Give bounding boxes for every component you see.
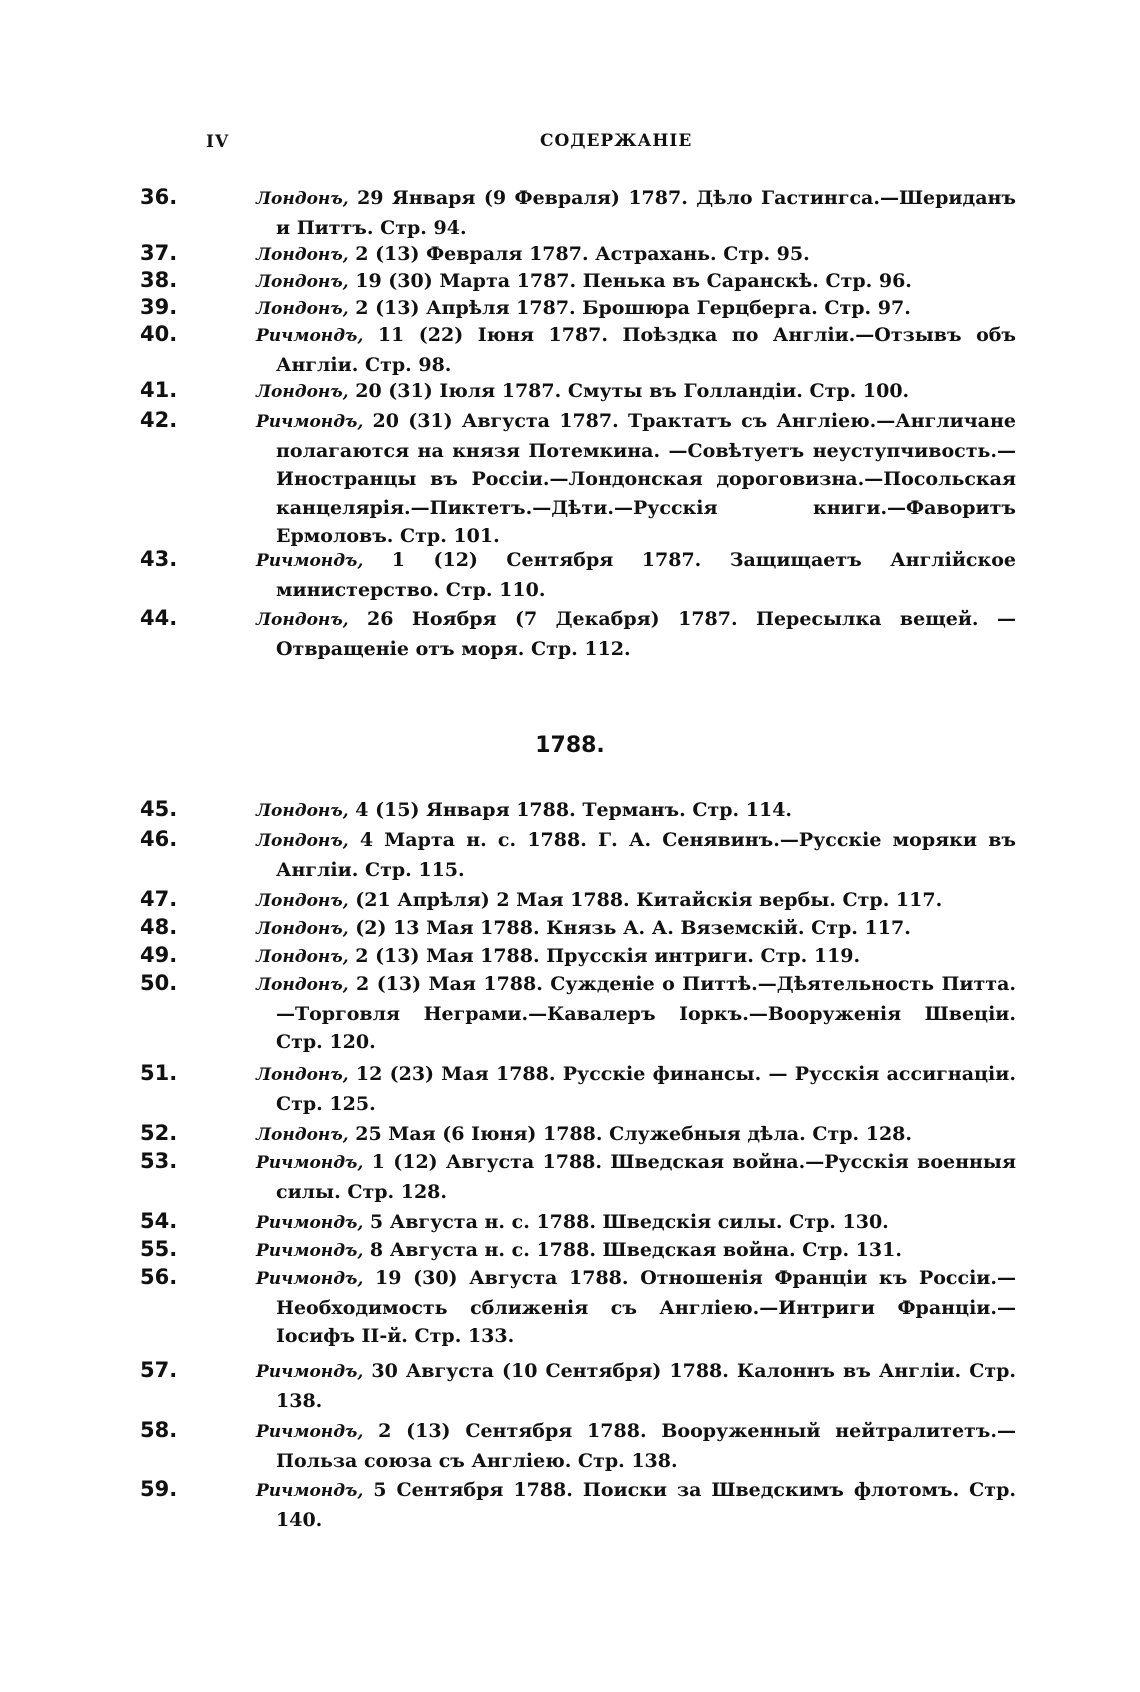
entry-text: 2 (13) Мая 1788. Прусскія интриги. Стр. 119. xyxy=(355,945,861,967)
entry-text: 8 Августа н. с. 1788. Шведская война. Стр. 131. xyxy=(369,1239,902,1261)
entry-text: 1 (12) Августа 1788. Шведская война.—Русскія военныя силы. Стр. 128. xyxy=(276,1151,1016,1203)
entry-number: 42. xyxy=(140,408,178,432)
entry-text: 30 Августа (10 Сентября) 1788. Калоннъ въ Англіи. Стр. 138. xyxy=(276,1360,1016,1412)
running-title: СОДЕРЖАНІЕ xyxy=(540,131,693,151)
entry-place: Лондонъ, xyxy=(256,272,349,292)
entry-text: 12 (23) Мая 1788. Русскіе финансы. — Русскія ассигнаціи. Стр. 125. xyxy=(276,1063,1016,1115)
entry-place: Ричмондъ, xyxy=(256,551,364,571)
entry-place: Лондонъ, xyxy=(256,919,349,939)
entry-place: Лондонъ, xyxy=(256,801,349,821)
entry-text: 5 Августа н. с. 1788. Шведскія силы. Стр. 130. xyxy=(369,1211,889,1233)
list-item xyxy=(140,795,1016,826)
entry-place: Лондонъ, xyxy=(256,245,349,265)
list-item xyxy=(140,1475,1016,1534)
entry-text: 20 (31) Іюля 1787. Смуты въ Голландіи. Стр. 100. xyxy=(355,380,910,402)
entry-number: 43. xyxy=(140,547,178,571)
list-item xyxy=(140,941,1016,972)
entry-number: 48. xyxy=(140,915,178,939)
list-item xyxy=(140,969,1016,1057)
entry-place: Лондонъ, xyxy=(256,831,349,851)
list-item xyxy=(140,1235,1016,1266)
entry-place: Ричмондъ, xyxy=(256,1241,364,1261)
entry-place: Ричмондъ, xyxy=(256,1269,364,1289)
list-item xyxy=(140,1059,1016,1118)
entry-text: 26 Ноября (7 Декабря) 1787. Пересылка вещей. — Отвращеніе отъ моря. Стр. 112. xyxy=(276,608,1016,660)
entry-number: 40. xyxy=(140,322,178,346)
list-item xyxy=(140,239,1016,270)
entry-place: Ричмондъ, xyxy=(256,326,364,346)
entry-number: 37. xyxy=(140,241,178,265)
entry-number: 41. xyxy=(140,378,178,402)
list-item xyxy=(140,183,1016,242)
entry-text: (21 Апрѣля) 2 Мая 1788. Китайскія вербы. Стр. 117. xyxy=(355,889,943,911)
entry-number: 47. xyxy=(140,887,178,911)
entry-text: 20 (31) Августа 1787. Трактатъ съ Англіею.—Англичане полагаются на князя Потемкина. —Совѣтуетъ неуступчивость.— Иностранцы въ Россіи.—Лондонская дороговизна.—Посольская канцелярія.—Пиктетъ.—Дѣти.—Русскія книги.—Фаворитъ Ермоловъ. Стр. 101. xyxy=(276,410,1016,547)
entry-text: 11 (22) Іюня 1787. Поѣздка по Англіи.—Отзывъ объ Англіи. Стр. 98. xyxy=(276,324,1016,376)
entry-text: 2 (13) Мая 1788. Сужденіе о Питтѣ.—Дѣятельность Питта.—Торговля Неграми.—Кавалеръ Іоркъ.—Вооруженія Швеціи. Стр. 120. xyxy=(276,973,1016,1053)
list-item xyxy=(140,1416,1016,1475)
entry-text: (2) 13 Мая 1788. Князь А. А. Вяземскій. Стр. 117. xyxy=(355,917,911,939)
entry-text: 19 (30) Августа 1788. Отношенія Франціи къ Россіи.—Необходимость сближенія съ Англіею.—Интриги Франціи.—Іосифъ II-й. Стр. 133. xyxy=(276,1267,1016,1347)
entry-place: Ричмондъ, xyxy=(256,412,364,432)
entry-number: 51. xyxy=(140,1061,178,1085)
entry-place: Лондонъ, xyxy=(256,975,349,995)
entry-place: Лондонъ, xyxy=(256,299,349,319)
list-item xyxy=(140,825,1016,884)
entry-text: 4 Марта н. с. 1788. Г. А. Сенявинъ.—Русскіе моряки въ Англіи. Стр. 115. xyxy=(276,829,1016,881)
entry-text: 19 (30) Марта 1787. Пенька въ Саранскѣ. Стр. 96. xyxy=(355,270,912,292)
list-item xyxy=(140,885,1016,916)
entry-text: 2 (13) Сентября 1788. Вооруженный нейтралитетъ.—Польза союза съ Англіею. Стр. 138. xyxy=(276,1420,1016,1472)
entry-place: Лондонъ, xyxy=(256,1065,349,1085)
entry-place: Лондонъ, xyxy=(256,1125,349,1145)
entry-number: 38. xyxy=(140,268,178,292)
entry-number: 59. xyxy=(140,1477,178,1501)
list-item xyxy=(140,913,1016,944)
entry-place: Лондонъ, xyxy=(256,610,349,630)
entry-place: Лондонъ, xyxy=(256,189,349,209)
list-item xyxy=(140,1263,1016,1351)
entry-place: Ричмондъ, xyxy=(256,1213,364,1233)
entry-place: Ричмондъ, xyxy=(256,1362,364,1382)
list-item xyxy=(140,545,1016,604)
entry-number: 46. xyxy=(140,827,178,851)
page-number: IV xyxy=(206,132,230,152)
entry-text: 25 Мая (6 Іюня) 1788. Служебныя дѣла. Стр. 128. xyxy=(355,1123,913,1145)
entry-place: Ричмондъ, xyxy=(256,1422,364,1442)
entry-text: 29 Января (9 Февраля) 1787. Дѣло Гастингса.—Шериданъ и Питтъ. Стр. 94. xyxy=(276,187,1016,239)
entry-text: 4 (15) Января 1788. Терманъ. Стр. 114. xyxy=(355,799,793,821)
list-item xyxy=(140,604,1016,663)
list-item xyxy=(140,1356,1016,1415)
list-item xyxy=(140,1119,1016,1150)
entry-number: 49. xyxy=(140,943,178,967)
entry-place: Лондонъ, xyxy=(256,891,349,911)
list-item xyxy=(140,1147,1016,1206)
entry-number: 36. xyxy=(140,185,178,209)
entry-number: 55. xyxy=(140,1237,178,1261)
year-heading: 1788. xyxy=(535,733,605,758)
list-item xyxy=(140,376,1016,407)
entry-text: 1 (12) Сентября 1787. Защищаетъ Англійское министерство. Стр. 110. xyxy=(276,549,1016,601)
entry-text: 2 (13) Апрѣля 1787. Брошюра Герцберга. Стр. 97. xyxy=(355,297,911,319)
entry-text: 5 Сентября 1788. Поиски за Шведскимъ флотомъ. Стр. 140. xyxy=(276,1479,1016,1531)
list-item xyxy=(140,266,1016,297)
entry-number: 58. xyxy=(140,1418,178,1442)
list-item xyxy=(140,1207,1016,1238)
entry-number: 44. xyxy=(140,606,178,630)
entry-place: Ричмондъ, xyxy=(256,1481,364,1501)
list-item xyxy=(140,293,1016,324)
entry-number: 45. xyxy=(140,797,178,821)
entry-number: 52. xyxy=(140,1121,178,1145)
entry-place: Ричмондъ, xyxy=(256,1153,364,1173)
entry-number: 54. xyxy=(140,1209,178,1233)
list-item xyxy=(140,320,1016,379)
entry-number: 39. xyxy=(140,295,178,319)
entry-place: Лондонъ, xyxy=(256,382,349,402)
entry-number: 50. xyxy=(140,971,178,995)
entry-number: 57. xyxy=(140,1358,178,1382)
entry-text: 2 (13) Февраля 1787. Астрахань. Стр. 95. xyxy=(355,243,810,265)
entry-place: Лондонъ, xyxy=(256,947,349,967)
entry-number: 56. xyxy=(140,1265,178,1289)
entry-number: 53. xyxy=(140,1149,178,1173)
list-item xyxy=(140,406,1016,551)
